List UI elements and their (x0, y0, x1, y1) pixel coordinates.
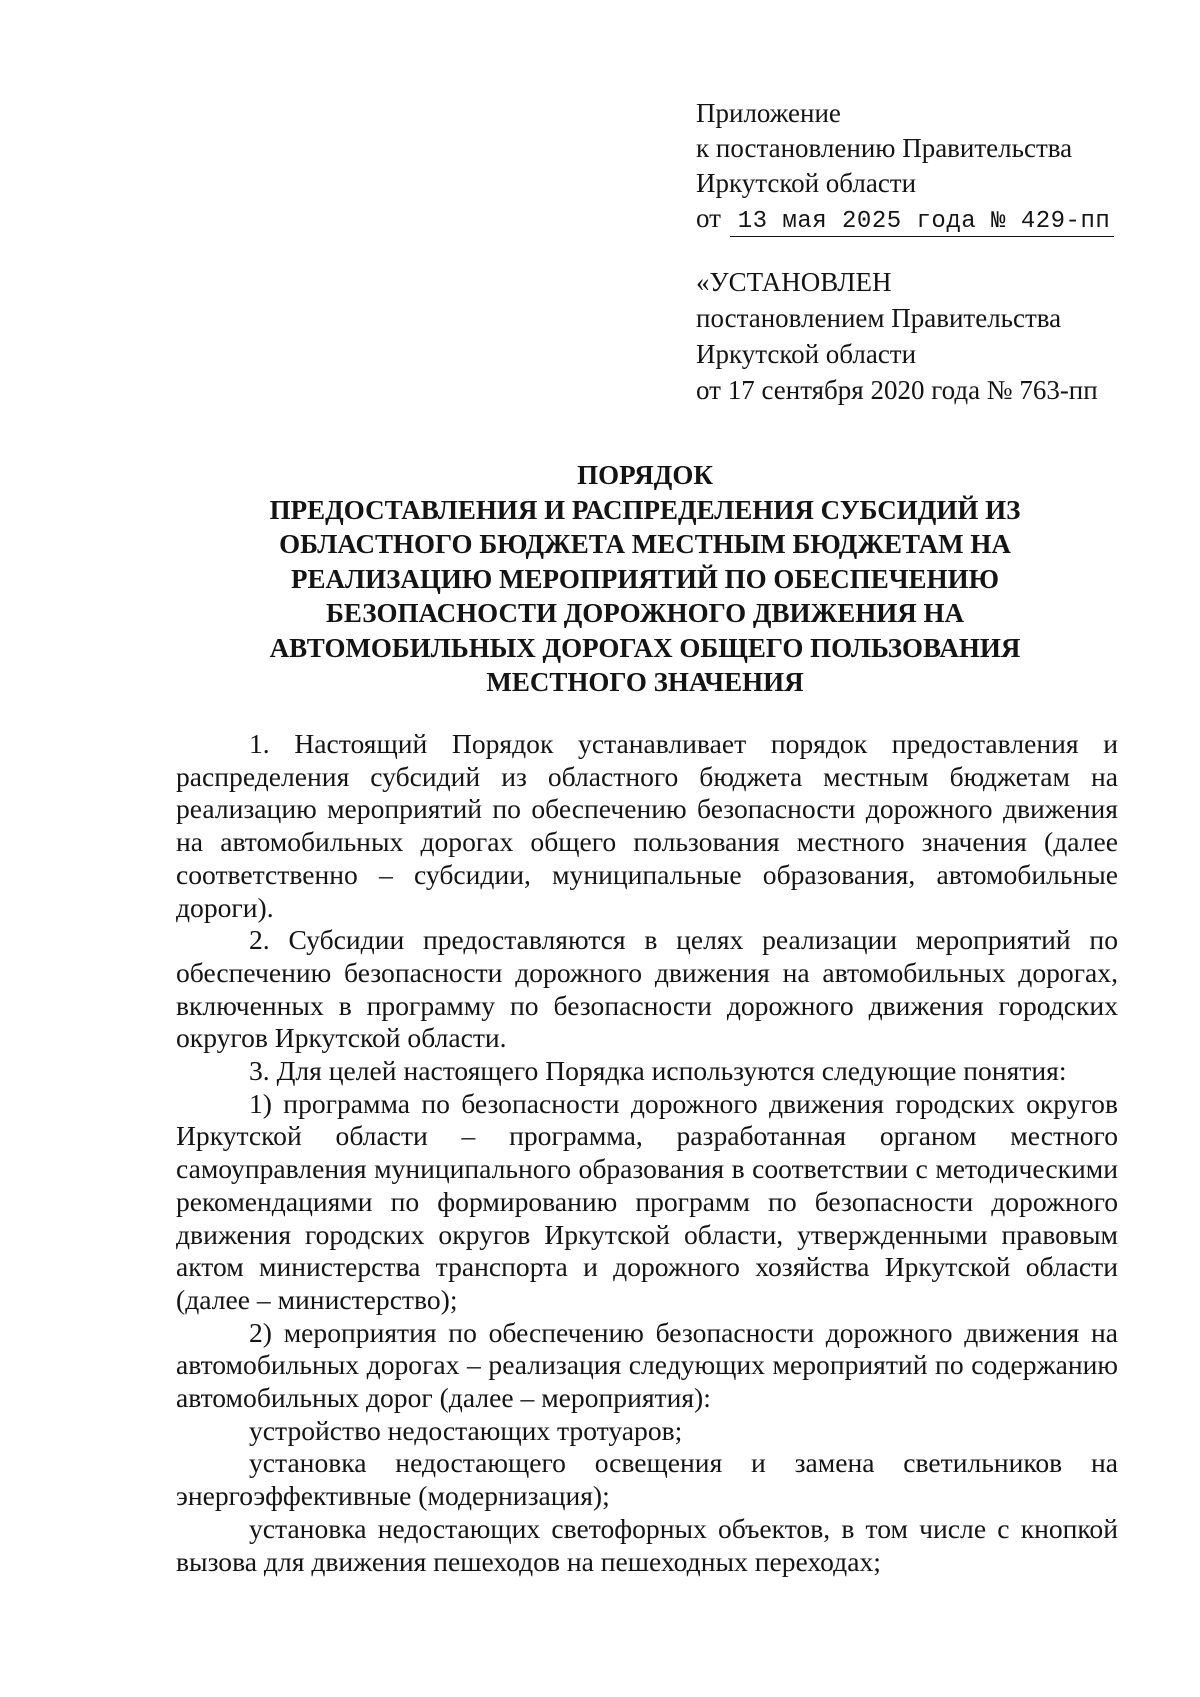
measure-lighting: установка недостающего освещения и замена светильников на энергоэффективные (модернизация); (176, 1447, 1118, 1512)
annex-date-typed: 13 мая 2025 года № 429-пп (730, 208, 1115, 237)
paragraph-3: 3. Для целей настоящего Порядка используются следующие понятия: (249, 1055, 1067, 1087)
title-line-5: БЕЗОПАСНОСТИ ДОРОЖНОГО ДВИЖЕНИЯ НА (326, 598, 964, 628)
annex-header (696, 96, 1156, 237)
approval-header (696, 264, 1176, 408)
annex-date-prefix: от (696, 203, 721, 233)
annex-label: Приложение (696, 98, 841, 128)
paragraph-3-2: 2) мероприятия по обеспечению безопасности дорожного движения на автомобильных дорогах – реализация следующих мероприятий по содержанию автомобильных дорог (далее – мероприятия): (176, 1316, 1118, 1414)
approval-date: от 17 сентября 2020 года № 763-пп (696, 375, 1098, 405)
document-title (200, 458, 1090, 700)
annex-resolution-ref: к постановлению Правительства (696, 133, 1073, 163)
approval-label: «УСТАНОВЛЕН (696, 267, 892, 297)
title-line-6: АВТОМОБИЛЬНЫХ ДОРОГАХ ОБЩЕГО ПОЛЬЗОВАНИЯ (269, 632, 1021, 663)
title-line-7: МЕСТНОГО ЗНАЧЕНИЯ (486, 667, 804, 697)
measure-traffic-lights: установка недостающих светофорных объектов, в том числе с кнопкой вызова для движения пешеходов на пешеходных переходах; (176, 1512, 1118, 1577)
approval-resolution: постановлением Правительства (696, 303, 1062, 333)
approval-region: Иркутской области (696, 339, 917, 369)
paragraph-2: 2. Субсидии предоставляются в целях реализации мероприятий по обеспечению безопасности дорожного движения на автомобильных дорогах, включенных в программу по безопасности дорожного движения городских округов Иркутской области. (176, 924, 1118, 1054)
paragraph-1: 1. Настоящий Порядок устанавливает порядок предоставления и распределения субсидий из областного бюджета местным бюджетам на реализацию мероприятий по обеспечению безопасности дорожного движения на автомобильных дорогах общего пользования местного значения (далее соответственно – субсидии, муниципальные образования, автомобильные дороги). (176, 728, 1118, 923)
title-line-1: ПОРЯДОК (577, 460, 713, 490)
title-line-3: ОБЛАСТНОГО БЮДЖЕТА МЕСТНЫМ БЮДЖЕТАМ НА (279, 529, 1011, 559)
document-body (176, 728, 1118, 1578)
paragraph-3-1: 1) программа по безопасности дорожного движения городских округов Иркутской области – программа, разработанная органом местного самоуправления муниципального образования в соответствии с методическими рекомендациями по формированию программ по безопасности дорожного движения городских округов Иркутской области, утвержденными правовым актом министерства транспорта и дорожного хозяйства Иркутской области (далее – министерство); (176, 1087, 1118, 1315)
title-line-4: РЕАЛИЗАЦИЮ МЕРОПРИЯТИЙ ПО ОБЕСПЕЧЕНИЮ (291, 563, 999, 594)
measure-sidewalks: устройство недостающих тротуаров; (249, 1414, 683, 1446)
title-line-2: ПРЕДОСТАВЛЕНИЯ И РАСПРЕДЕЛЕНИЯ СУБСИДИЙ ИЗ (269, 494, 1021, 525)
annex-region: Иркутской области (696, 168, 917, 198)
annex-date-line (696, 201, 1156, 237)
